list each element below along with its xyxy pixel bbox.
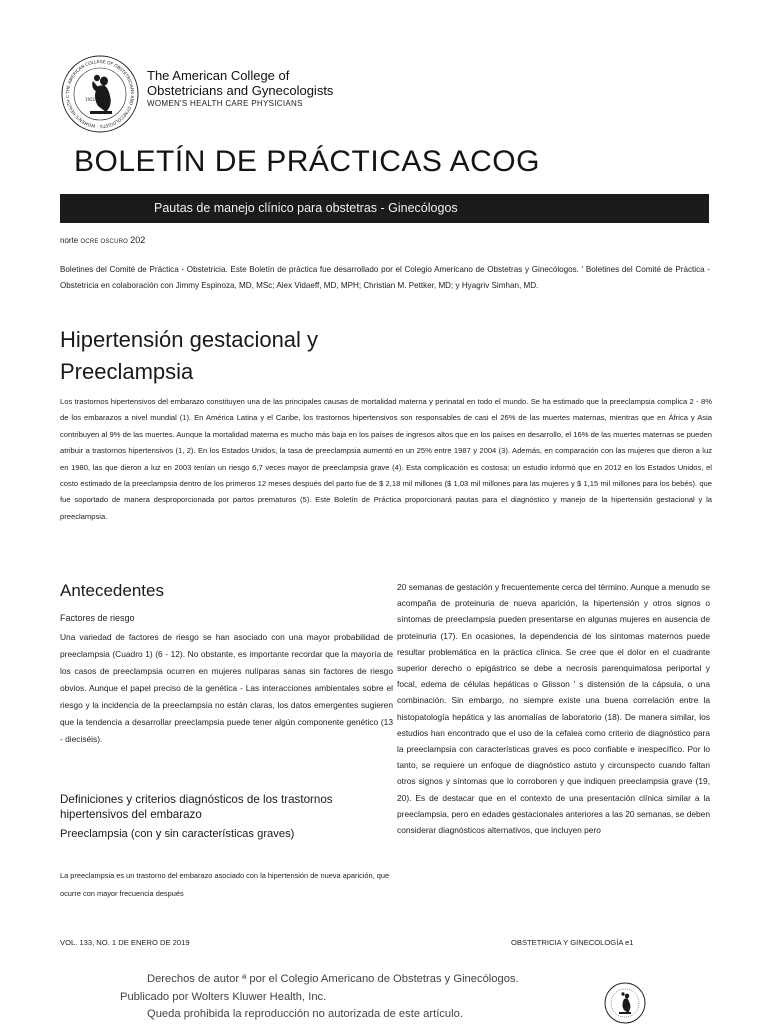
copyright-line3: Queda prohibida la reproducción no autorizada de este artículo.	[147, 1008, 463, 1020]
copyright-line2: Publicado por Wolters Kluwer Health, Inc.	[120, 991, 327, 1003]
footer-journal: OBSTETRICIA Y GINECOLOGÍA e1	[511, 938, 634, 947]
bulletin-number-value: 202	[130, 235, 146, 245]
bulletin-number-small: OCRE OSCURO	[80, 239, 129, 245]
document-title	[60, 324, 318, 388]
org-name-line2: Obstetricians and Gynecologists	[147, 83, 334, 98]
subheading-risk-factors: Factores de riesgo	[60, 613, 135, 623]
document-title-line1: Hipertensión gestacional y	[60, 327, 319, 352]
bulletin-number-prefix: norte	[60, 236, 79, 245]
preeclampsia-paragraph: La preeclampsia es un trastorno del embarazo asociado con la hipertensión de nueva aparición, que ocurre con mayor frecuencia después	[60, 871, 390, 898]
section-heading-antecedentes: Antecedentes	[60, 581, 164, 600]
org-name-line1: The American College of	[147, 68, 290, 83]
subtitle-band-text: Pautas de manejo clínico para obstetras - Ginecólogos	[154, 201, 458, 215]
subheading-preeclampsia: Preeclampsia (con y sin características graves)	[60, 828, 295, 840]
acog-seal-small-logo	[604, 982, 646, 1024]
bulletin-title: BOLETÍN DE PRÁCTICAS ACOG	[74, 145, 540, 178]
authors-paragraph: Boletines del Comité de Práctica - Obstetricia. Este Boletín de práctica fue desarrollado por el Colegio Americano de Obstetras y Ginecólogos. ' Boletines del Comité de Práctica - Obstetricia en colaboración con Jimmy Espinoza, MD, MSc; Alex Vidaeff, MD, MPH; Christian M. Pettker, MD; y Hyagriv Simhan, MD.	[60, 265, 710, 290]
bulletin-number	[60, 235, 145, 245]
intro-paragraph: Los trastornos hipertensivos del embarazo constituyen una de las principales causas de mortalidad materna y perinatal en todo el mundo. Se ha estimado que la preeclampsia complica 2 - 8% de los embarazos a nivel mundial (1). En América Latina y el Caribe, los trastornos hipertensivos son responsables de casi el 26% de las muertes maternas, mientras que en África y Asia contribuyen al 9% de las muertes. Aunque la mortalidad materna es mucho más baja en los países de ingresos altos que en los países en desarrollo, el 16% de las muertes maternas se pueden atribuir a trastornos hipertensivos (1, 2). En los Estados Unidos, la tasa de preeclampsia aumentó en un 25% entre 1987 y 2004 (3). Además, en comparación con las mujeres que dieron a luz en 1980, las que dieron a luz en 2003 tenían un riesgo 6,7 veces mayor de preeclampsia grave (4). Esta complicación es costosa: un estudio informó que en 2012 en los Estados Unidos, el costo estimado de la preeclampsia dentro de los primeros 12 meses después del parto fue de $ 2,18 mil millones ($ 1,03 mil millones para las mujeres y $ 1,15 mil millones para los bebés). que fue soportado de manera desproporcionada por partos prematuros (5). Este Boletín de Práctica proporcionará pautas para el diagnóstico y manejo de la hipertensión gestacional y la preeclampsia.	[60, 397, 712, 521]
section-heading-definitions: Definiciones y criterios diagnósticos de los trastornos hipertensivos del embarazo	[60, 793, 333, 821]
right-column-paragraph: 20 semanas de gestación y frecuentemente cerca del término. Aunque a menudo se acompaña de proteinuria de nueva aparición, la hipertensión y otros signos o síntomas de preeclampsia pueden presentarse en algunas mujeres en ausencia de proteinuria (17). En ocasiones, la dependencia de los síntomas maternos puede resultar problemática en la práctica clínica. Se cree que el dolor en el cuadrante superior derecho o epigástrico se debe a necrosis parenquimatosa periportal y focal, edema de células hepáticas o Glisson ' s distensión de la cápsula, o una combinación. Sin embargo, no siempre existe una buena correlación entre la histopatología hepática y las anomalías de laboratorio (18). De manera similar, los estudios han encontrado que el uso de la cefalea como criterio de diagnóstico para la preeclampsia con características graves es poco confiable e inespecífico. Por lo tanto, se requiere un enfoque de diagnóstico astuto y circunspecto cuando faltan otros signos y síntomas que lo corroboren y que indiquen preeclampsia grave (19, 20). Es de destacar que en el contexto de una presentación clínica similar a la preeclampsia, pero en edades gestacionales anteriores a las 20 semanas, se deben considerar diagnósticos alternativos, que incluyen pero	[397, 582, 710, 836]
copyright-line1: Derechos de autor ª por el Colegio Americano de Obstetras y Ginecólogos.	[147, 973, 519, 985]
document-title-line2: Preeclampsia	[60, 359, 194, 384]
risk-factors-paragraph: Una variedad de factores de riesgo se han asociado con una mayor probabilidad de preeclampsia (Cuadro 1) (6 - 12). No obstante, es importante recordar que la mayoría de los casos de preeclampsia ocurren en mujeres nulíparas sanas sin factores de riesgo obvios. Aunque el papel preciso de la genética - Las interacciones ambientales sobre el riesgo y la incidencia de la preeclampsia no están claras, los datos emergentes sugieren que la tendencia a desarrollar preeclampsia puede tener algún componente genético (13 - dieciséis).	[60, 632, 393, 744]
org-tagline: WOMEN'S HEALTH CARE PHYSICIANS	[147, 99, 303, 108]
svg-text:THE AMERICAN COLLEGE OF OBSTET: THE AMERICAN COLLEGE OF OBSTETRICIANS AND GYNECOLOGISTS · WOMEN'S HEALTH C	[65, 59, 135, 129]
footer-volume: VOL. 133, NO. 1 DE ENERO DE 2019	[60, 938, 190, 947]
svg-text:1951: 1951	[85, 97, 96, 102]
acog-seal-logo	[60, 54, 140, 134]
